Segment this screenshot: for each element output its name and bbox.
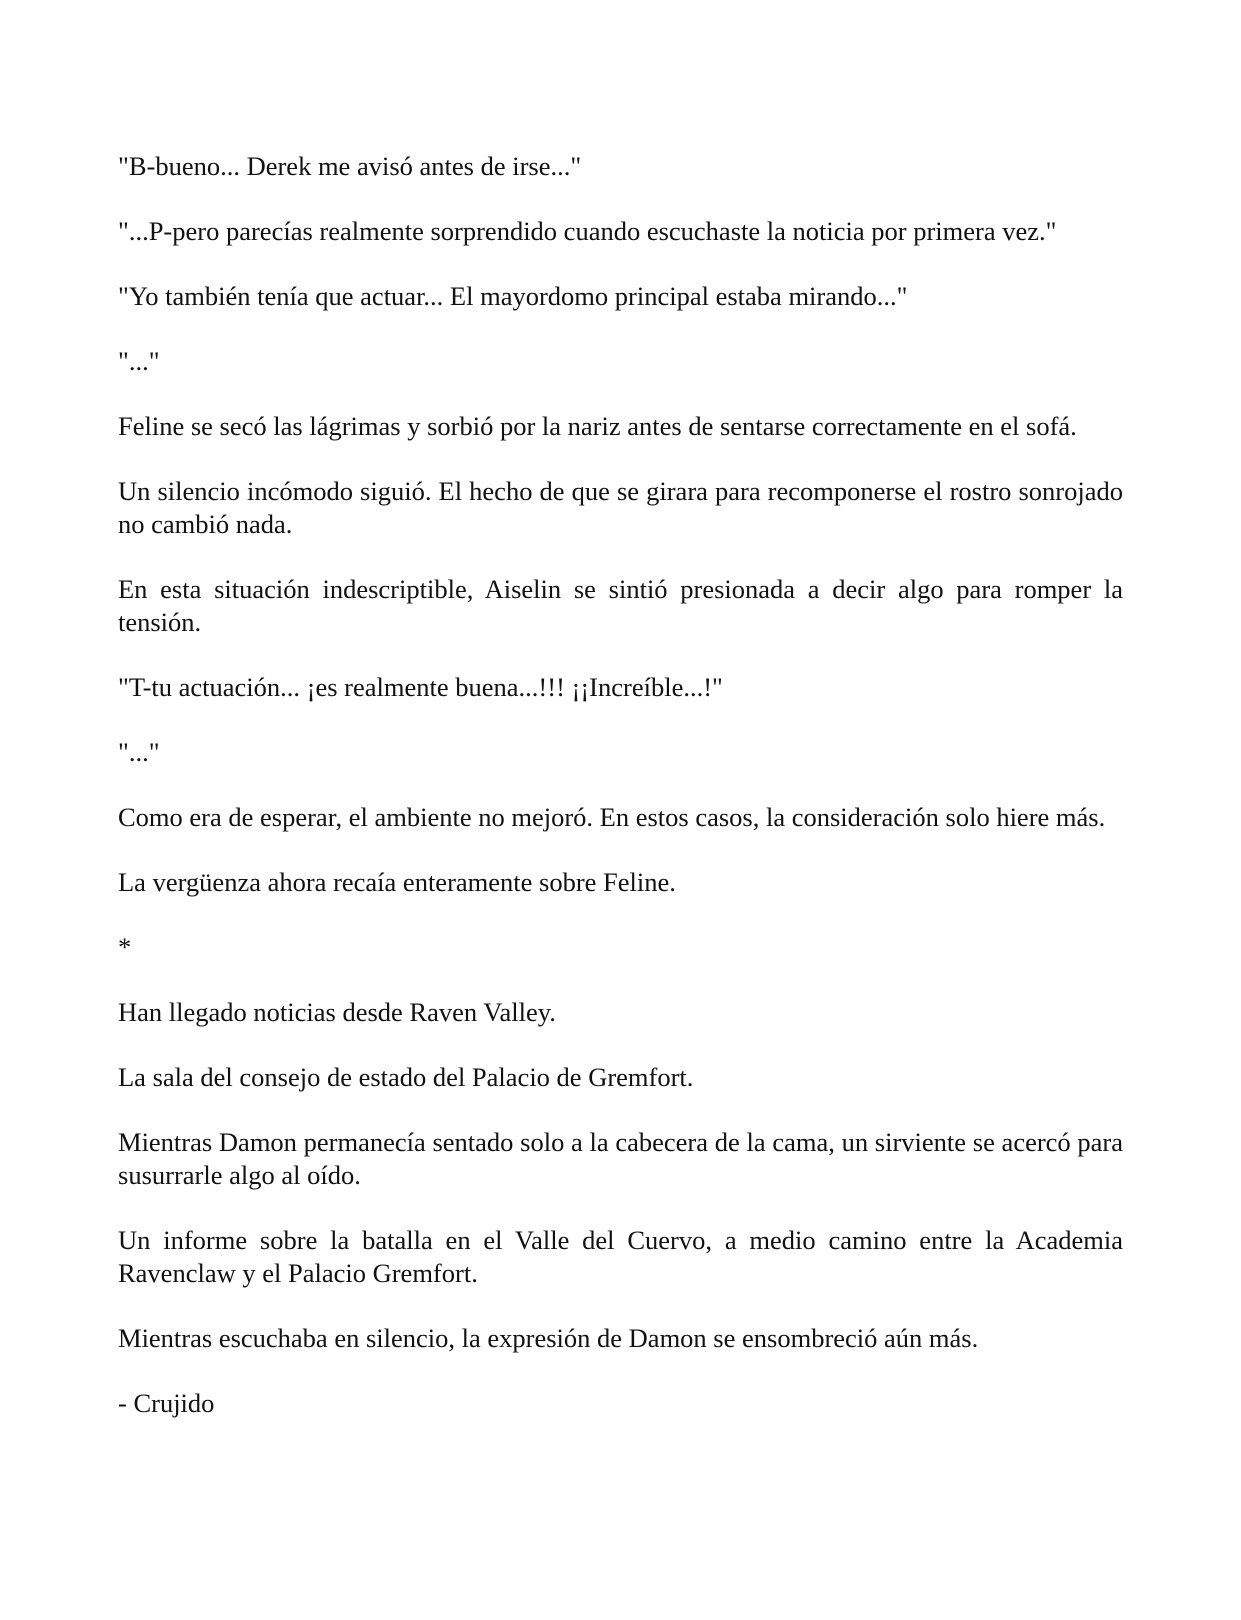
document-page [118, 150, 1123, 1452]
paragraph: "..." [118, 737, 160, 767]
paragraph: - Crujido [118, 1388, 215, 1418]
paragraph: Un silencio incómodo siguió. El hecho de que se girara para recomponerse el rostro sonrojado no cambió nada. [118, 476, 1123, 539]
paragraph: Un informe sobre la batalla en el Valle del Cuervo, a medio camino entre la Academia Ravenclaw y el Palacio Gremfort. [118, 1225, 1123, 1288]
scene-break: * [118, 932, 132, 962]
paragraph: La sala del consejo de estado del Palacio de Gremfort. [118, 1062, 694, 1092]
paragraph: Han llegado noticias desde Raven Valley. [118, 997, 556, 1027]
paragraph: Feline se secó las lágrimas y sorbió por la nariz antes de sentarse correctamente en el sofá. [118, 411, 1077, 441]
paragraph: En esta situación indescriptible, Aiselin se sintió presionada a decir algo para romper la tensión. [118, 574, 1123, 637]
paragraph: Mientras Damon permanecía sentado solo a la cabecera de la cama, un sirviente se acercó para susurrarle algo al oído. [118, 1127, 1123, 1190]
paragraph: Como era de esperar, el ambiente no mejoró. En estos casos, la consideración solo hiere más. [118, 802, 1106, 832]
paragraph: "B-bueno... Derek me avisó antes de irse..." [118, 151, 582, 181]
paragraph: "...P-pero parecías realmente sorprendido cuando escuchaste la noticia por primera vez." [118, 216, 1057, 246]
paragraph: "..." [118, 346, 160, 376]
paragraph: "Yo también tenía que actuar... El mayordomo principal estaba mirando..." [118, 281, 908, 311]
paragraph: Mientras escuchaba en silencio, la expresión de Damon se ensombreció aún más. [118, 1323, 979, 1353]
paragraph: "T-tu actuación... ¡es realmente buena...!!! ¡¡Increíble...!" [118, 672, 723, 702]
paragraph: La vergüenza ahora recaía enteramente sobre Feline. [118, 867, 676, 897]
